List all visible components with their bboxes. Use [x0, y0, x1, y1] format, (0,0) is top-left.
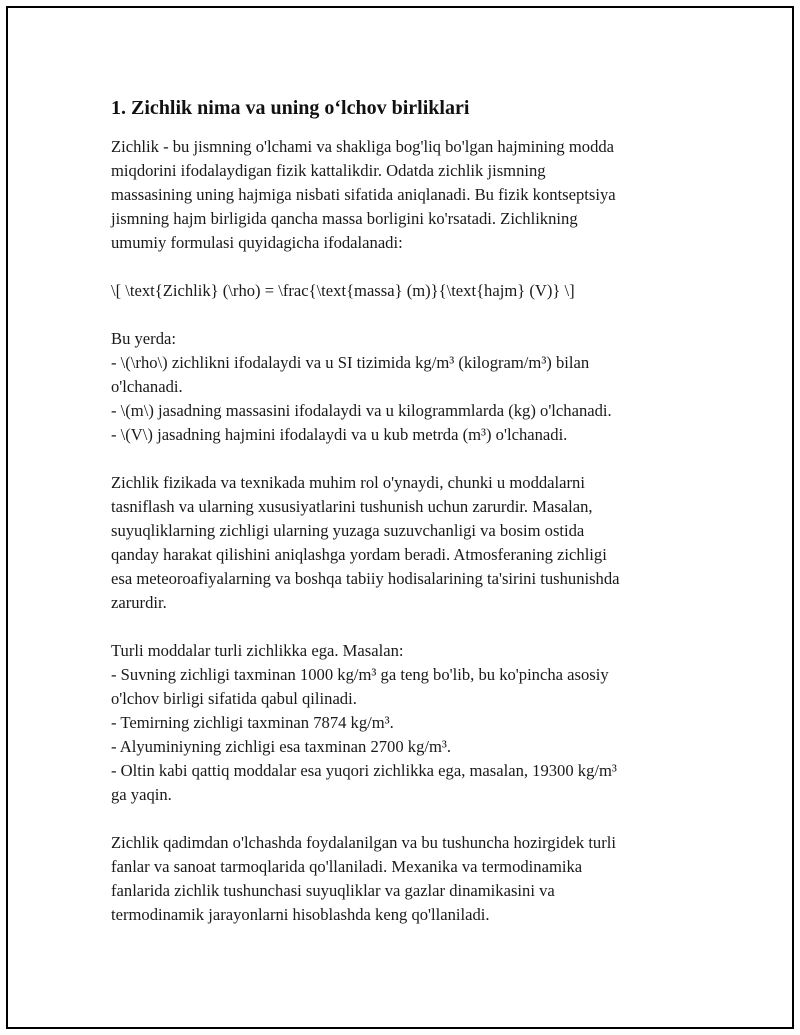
paragraph [111, 135, 686, 255]
text-line: termodinamik jarayonlarni hisoblashda keng qo'llaniladi. [111, 905, 490, 924]
text-line: zarurdir. [111, 593, 167, 612]
paragraph [111, 327, 686, 447]
text-line: miqdorini ifodalaydigan fizik kattalikdir. Odatda zichlik jismning [111, 161, 546, 180]
text-line: massasining uning hajmiga nisbati sifatida aniqlanadi. Bu fizik kontseptsiya [111, 185, 616, 204]
paragraph [111, 639, 686, 807]
paragraph-container [111, 135, 686, 927]
paragraph [111, 471, 686, 615]
section-heading: 1. Zichlik nima va uning o‘lchov birliklari [111, 97, 470, 119]
text-line: - Oltin kabi qattiq moddalar esa yuqori zichlikka ega, masalan, 19300 kg/m³ [111, 761, 617, 780]
paragraph [111, 831, 686, 927]
text-line: ga yaqin. [111, 785, 172, 804]
document-body [111, 96, 686, 951]
text-line: qanday harakat qilishini aniqlashga yordam beradi. Atmosferaning zichligi [111, 545, 607, 564]
text-line: Bu yerda: [111, 329, 176, 348]
text-line: - Alyuminiyning zichligi esa taxminan 2700 kg/m³. [111, 737, 452, 756]
text-line: jismning hajm birligida qancha massa borligini ko'rsatadi. Zichlikning [111, 209, 578, 228]
text-line: esa meteoroafiyalarning va boshqa tabiiy hodisalarining ta'sirini tushunishda [111, 569, 620, 588]
text-line: o'lchanadi. [111, 377, 183, 396]
text-line: Zichlik - bu jismning o'lchami va shakliga bog'liq bo'lgan hajmining modda [111, 137, 615, 156]
text-line: - Suvning zichligi taxminan 1000 kg/m³ ga teng bo'lib, bu ko'pincha asosiy [111, 665, 609, 684]
text-line: Zichlik fizikada va texnikada muhim rol o'ynaydi, chunki u moddalarni [111, 473, 585, 492]
text-line: - \(m\) jasadning massasini ifodalaydi va u kilogrammlarda (kg) o'lchanadi. [111, 401, 612, 420]
text-line: fanlarida zichlik tushunchasi suyuqliklar va gazlar dinamikasini va [111, 881, 555, 900]
text-line: umumiy formulasi quyidagicha ifodalanadi: [111, 233, 403, 252]
text-line: Zichlik qadimdan o'lchashda foydalanilgan va bu tushuncha hozirgidek turli [111, 833, 616, 852]
text-line: - Temirning zichligi taxminan 7874 kg/m³. [111, 713, 394, 732]
paragraph [111, 279, 686, 303]
text-line: tasniflash va ularning xususiyatlarini tushunish uchun zarurdir. Masalan, [111, 497, 593, 516]
text-line: fanlar va sanoat tarmoqlarida qo'llaniladi. Mexanika va termodinamika [111, 857, 583, 876]
text-line: - \(\rho\) zichlikni ifodalaydi va u SI tizimida kg/m³ (kilogram/m³) bilan [111, 353, 590, 372]
text-line: o'lchov birligi sifatida qabul qilinadi. [111, 689, 357, 708]
text-line: \[ \text{Zichlik} (\rho) = \frac{\text{massa} (m)}{\text{hajm} (V)} \] [111, 281, 575, 300]
text-line: Turli moddalar turli zichlikka ega. Masalan: [111, 641, 404, 660]
text-line: suyuqliklarning zichligi ularning yuzaga suzuvchanligi va bosim ostida [111, 521, 585, 540]
text-line: - \(V\) jasadning hajmini ifodalaydi va u kub metrda (m³) o'lchanadi. [111, 425, 568, 444]
